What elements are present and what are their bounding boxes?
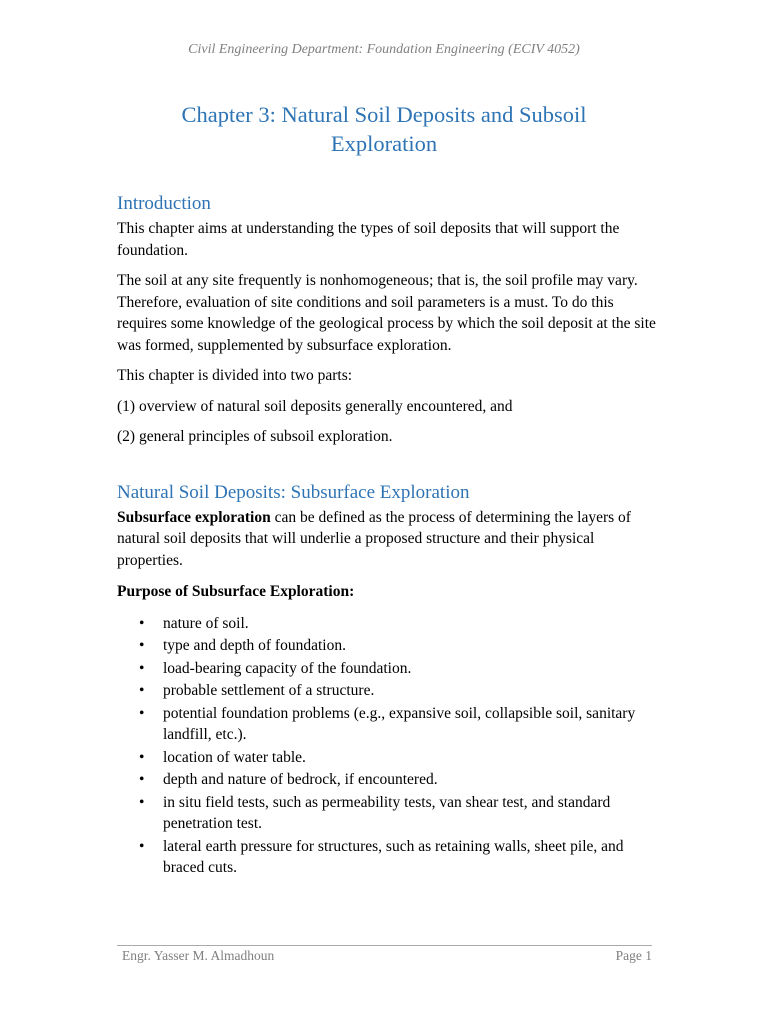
bullet-icon: • — [139, 771, 145, 788]
bullet-icon: • — [139, 704, 145, 722]
list-item: • location of water table. — [117, 747, 657, 769]
chapter-title — [100, 100, 668, 158]
intro-paragraph-5: (2) general principles of subsoil exploration. — [117, 428, 393, 445]
purpose-heading: Purpose of Subsurface Exploration: — [117, 583, 355, 600]
introduction-heading: Introduction — [117, 193, 211, 214]
document-body — [117, 190, 657, 880]
list-item: • lateral earth pressure for structures, such as retaining walls, sheet pile, and braced cuts. — [139, 837, 624, 876]
bullet-icon: • — [139, 682, 145, 699]
page-header: Civil Engineering Department: Foundation Engineering (ECIV 4052) — [188, 42, 580, 57]
subsurface-heading: Natural Soil Deposits: Subsurface Exploration — [117, 481, 470, 503]
intro-paragraph-4: (1) overview of natural soil deposits generally encountered, and — [117, 397, 513, 415]
bullet-icon: • — [139, 614, 145, 632]
definition-paragraph — [117, 507, 657, 572]
list-item: • potential foundation problems (e.g., expansive soil, collapsible soil, sanitary landfill, etc.). — [139, 704, 636, 743]
intro-paragraph-1: This chapter aims at understanding the types of soil deposits that will support the foundation. — [117, 220, 620, 259]
bullet-icon: • — [139, 793, 145, 811]
bullet-icon: • — [139, 748, 145, 766]
definition-term: Subsurface exploration — [117, 508, 271, 526]
bullet-icon: • — [139, 659, 145, 677]
page-number: Page 1 — [615, 948, 652, 963]
intro-paragraph-3: This chapter is divided into two parts: — [117, 367, 353, 384]
intro-paragraph-2: The soil at any site frequently is nonhomogeneous; that is, the soil profile may vary. Therefore, evaluation of site conditions and soil parameters is a must. To do this requires some knowledge of the geological process by which the soil deposit at the site was formed, supplemented by subsurface exploration. — [117, 272, 656, 354]
chapter-title-line-2: Exploration — [330, 131, 438, 156]
list-item: • type and depth of foundation. — [117, 635, 657, 657]
list-item: • depth and nature of bedrock, if encountered. — [117, 769, 657, 791]
list-item: • load-bearing capacity of the foundation. — [117, 658, 657, 680]
definition-text: can be defined as the process of determining the layers of natural soil deposits that will underlie a proposed structure and their physical properties. — [117, 508, 631, 569]
list-item: • in situ field tests, such as permeability tests, van shear test, and standard penetration test. — [139, 793, 611, 832]
bullet-icon: • — [139, 837, 145, 855]
page-footer — [117, 945, 652, 964]
list-item: • probable settlement of a structure. — [117, 680, 657, 702]
list-item: • nature of soil. — [117, 613, 657, 635]
footer-author: Engr. Yasser M. Almadhoun — [122, 948, 275, 963]
bullet-icon: • — [139, 637, 145, 654]
purpose-list — [117, 613, 657, 879]
chapter-title-line-1: Chapter 3: Natural Soil Deposits and Subsoil — [181, 102, 587, 127]
